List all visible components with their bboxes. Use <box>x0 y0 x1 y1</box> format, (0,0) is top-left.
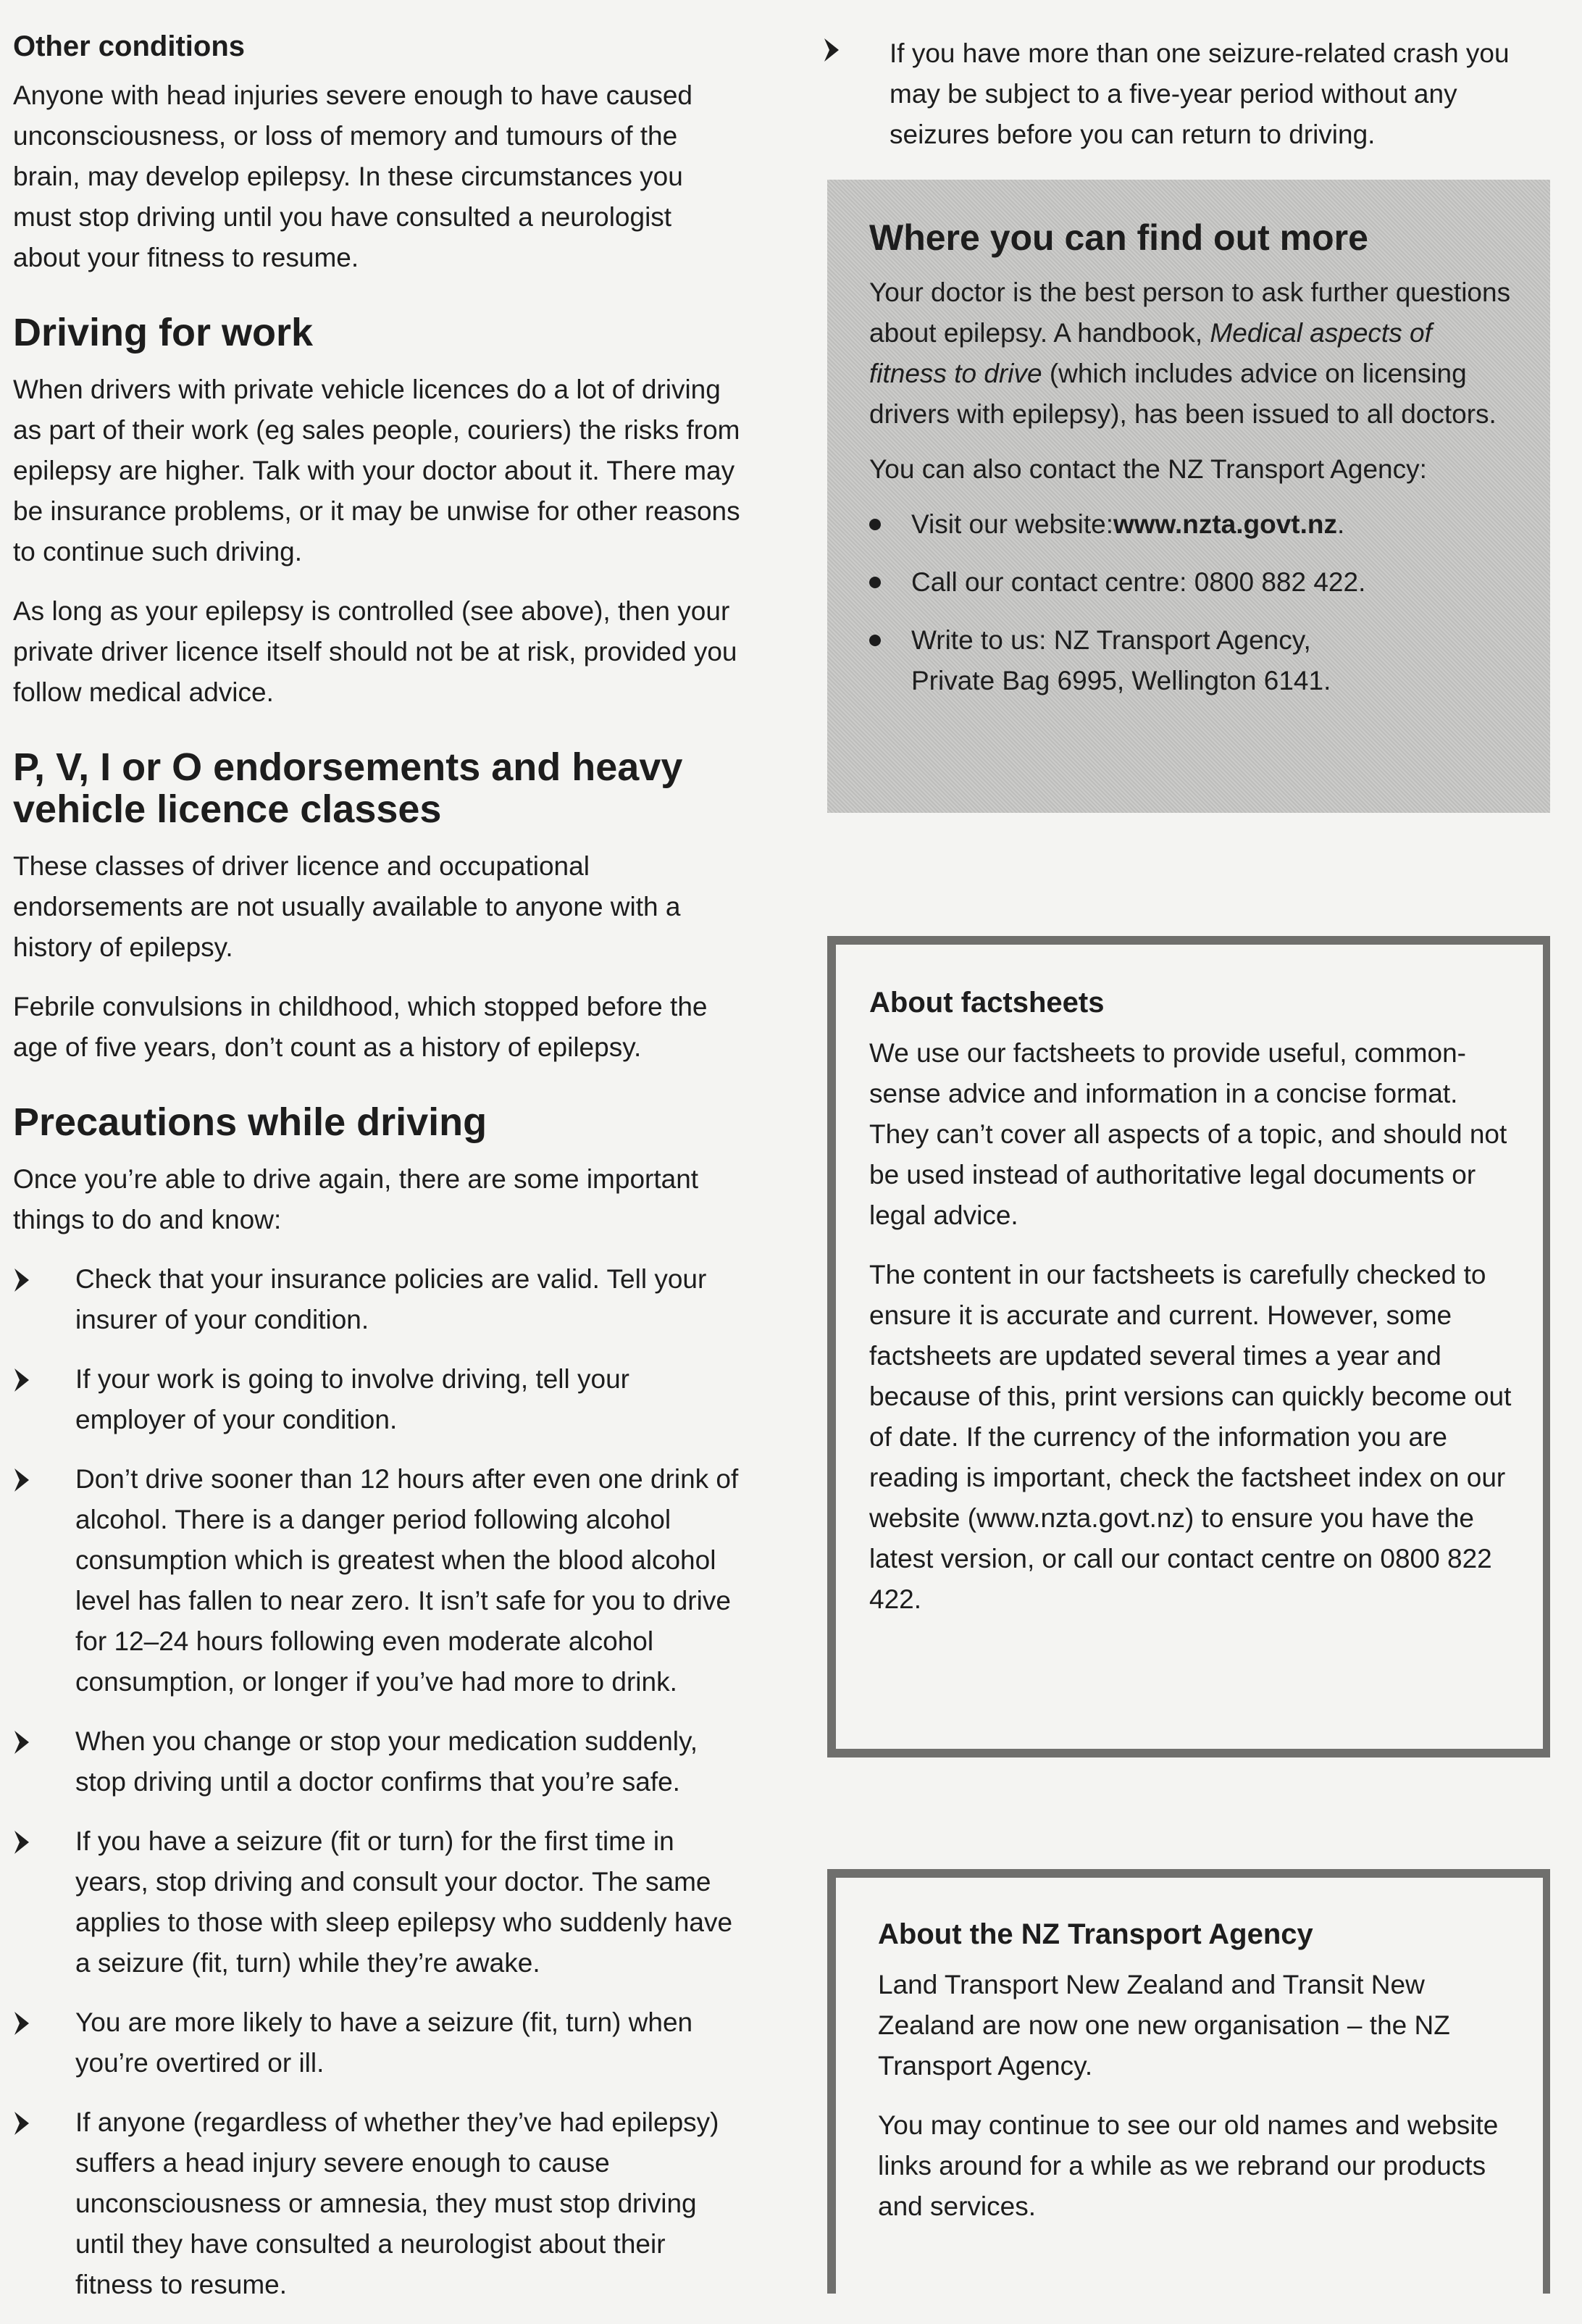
list-item-text: Check that your insurance policies are valid. Tell your insurer of your condition. <box>75 1264 707 1334</box>
find-out-more-paragraph-2: You can also contact the NZ Transport Agency: <box>869 454 1427 484</box>
list-item <box>13 1721 745 1802</box>
find-out-more-box <box>827 180 1550 813</box>
about-factsheets-paragraph-2: The content in our factsheets is carefully checked to ensure it is accurate and current. However, some factsheets are updated several times a year and because of this, print versions can quickly become out of date. If the currency of the information you are reading is important, check the factsheet index on our website (www.nzta.govt.nz) to ensure you have the latest version, or call our contact centre on 0800 822 422. <box>869 1260 1512 1614</box>
about-agency-box <box>827 1869 1550 2294</box>
bullet-icon <box>869 577 881 588</box>
arrow-bullet-icon <box>13 1268 30 1292</box>
about-factsheets-heading: About factsheets <box>869 987 1105 1019</box>
handbook-title: Medical aspects of fitness to drive <box>869 318 1432 388</box>
paragraph-text: (which includes advice on licensing drivers with epilepsy), has been issued to all doctors. <box>869 359 1497 429</box>
other-conditions-heading: Other conditions <box>13 30 245 62</box>
list-item <box>869 504 1515 545</box>
website-end: . <box>1337 509 1345 539</box>
bullet-icon <box>869 635 881 646</box>
endorsements-paragraph-1: These classes of driver licence and occupational endorsements are not usually available to anyone with a history of epilepsy. <box>13 851 681 962</box>
about-factsheets-box <box>827 936 1550 1757</box>
website-label: Visit our website: <box>911 509 1113 539</box>
arrow-bullet-icon <box>13 2111 30 2136</box>
find-out-more-heading: Where you can find out more <box>869 217 1368 258</box>
precautions-heading: Precautions while driving <box>13 1100 487 1144</box>
find-out-more-paragraph-1 <box>869 272 1515 435</box>
list-item <box>13 1259 745 1340</box>
list-item <box>869 562 1515 603</box>
about-agency-heading: About the NZ Transport Agency <box>878 1918 1313 1950</box>
list-item <box>13 2002 745 2083</box>
driving-for-work-heading: Driving for work <box>13 311 314 354</box>
about-agency-paragraph-1: Land Transport New Zealand and Transit New Zealand are now one new organisation – the NZ Transport Agency. <box>878 1970 1450 2081</box>
list-item-text: Don’t drive sooner than 12 hours after even one drink of alcohol. There is a danger period following alcohol consumption which is greatest when the blood alcohol level has fallen to near zero. It isn’t safe for you to drive for 12–24 hours following even moderate alcohol consumption, or longer if you’ve had more to drink. <box>75 1464 739 1697</box>
arrow-bullet-icon <box>823 38 840 62</box>
call-text: Call our contact centre: 0800 882 422. <box>911 567 1366 597</box>
list-item-text: If you have a seizure (fit or turn) for the first time in years, stop driving and consult your doctor. The same applies to those with sleep epilepsy who suddenly have a seizure (fit, turn) while they’re awake. <box>75 1826 733 1978</box>
list-item <box>13 1821 745 1984</box>
list-item <box>13 1359 745 1440</box>
list-item <box>820 33 1552 155</box>
list-item-text: You are more likely to have a seizure (fit, turn) when you’re overtired or ill. <box>75 2007 693 2078</box>
arrow-bullet-icon <box>13 1468 30 1492</box>
list-item-text: If anyone (regardless of whether they’ve had epilepsy) suffers a head injury severe enough to cause unconsciousness or amnesia, they must stop driving until they have consulted a neurologist about their fitness to resume. <box>75 2107 719 2299</box>
arrow-bullet-icon <box>13 2011 30 2036</box>
left-column <box>13 26 745 2324</box>
endorsements-paragraph-2: Febrile convulsions in childhood, which stopped before the age of five years, don’t count as a history of epilepsy. <box>13 992 708 1062</box>
arrow-bullet-icon <box>13 1730 30 1755</box>
write-line-2: Private Bag 6995, Wellington 6141. <box>911 666 1331 695</box>
arrow-bullet-icon <box>13 1368 30 1392</box>
right-column <box>820 33 1552 177</box>
driving-for-work-paragraph-2: As long as your epilepsy is controlled (see above), then your private driver licence itself should not be at risk, provided you follow medical advice. <box>13 596 737 707</box>
other-conditions-paragraph: Anyone with head injuries severe enough to have caused unconsciousness, or loss of memory and tumours of the brain, may develop epilepsy. In these circumstances you must stop driving until you have consulted a neurologist about your fitness to resume. <box>13 80 692 272</box>
about-agency-paragraph-2: You may continue to see our old names and website links around for a while as we rebrand our products and services. <box>878 2110 1499 2221</box>
paragraph-text: Your doctor is the best person to ask further questions about epilepsy. A handbook, <box>869 277 1511 348</box>
contact-list <box>869 504 1515 701</box>
website-link[interactable]: www.nzta.govt.nz <box>1113 509 1338 539</box>
list-item-text: If your work is going to involve driving, tell your employer of your condition. <box>75 1364 630 1434</box>
list-item <box>13 1459 745 1702</box>
list-item-text: When you change or stop your medication suddenly, stop driving until a doctor confirms that you’re safe. <box>75 1726 698 1797</box>
endorsements-heading: P, V, I or O endorsements and heavy vehicle licence classes <box>13 745 683 831</box>
precautions-list <box>13 1259 745 2305</box>
arrow-bullet-icon <box>13 1830 30 1855</box>
list-item <box>869 620 1515 701</box>
precautions-intro: Once you’re able to drive again, there are some important things to do and know: <box>13 1164 699 1234</box>
list-item <box>13 2102 745 2305</box>
driving-for-work-paragraph-1: When drivers with private vehicle licences do a lot of driving as part of their work (eg sales people, couriers) the risks from epilepsy are higher. Talk with your doctor about it. There may be insurance problems, or it may be unwise for other reasons to continue such driving. <box>13 375 740 567</box>
bullet-icon <box>869 519 881 530</box>
list-item-text: If you have more than one seizure-related crash you may be subject to a five-year period without any seizures before you can return to driving. <box>890 38 1510 149</box>
about-factsheets-paragraph-1: We use our factsheets to provide useful, common-sense advice and information in a concise format. They can’t cover all aspects of a topic, and should not be used instead of authoritative legal documents or legal advice. <box>869 1038 1507 1230</box>
write-line-1: Write to us: NZ Transport Agency, <box>911 625 1311 655</box>
